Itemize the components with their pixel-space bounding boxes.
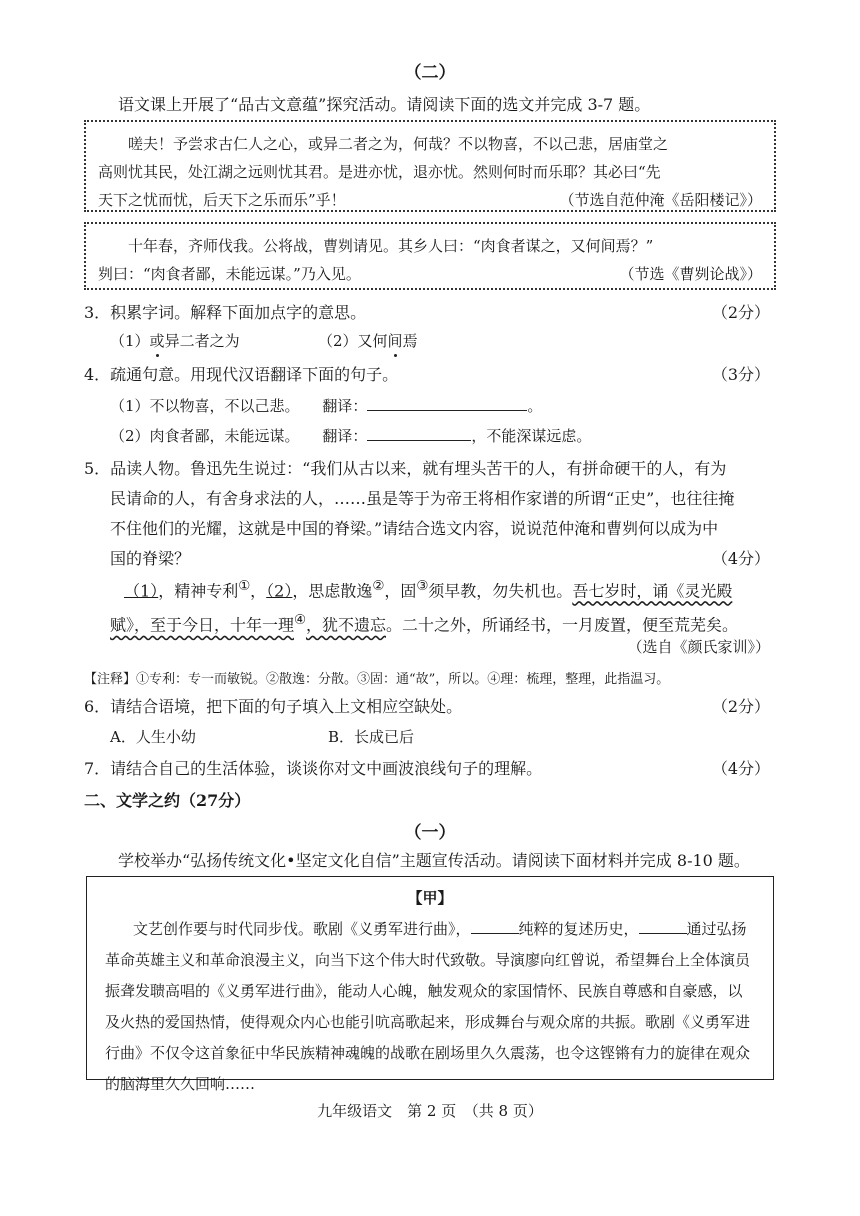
item-label: （1） [110,332,150,350]
material-text-seg: 纯粹的复述历史， [518,920,639,938]
item-text: （2）肉食者鄙，未能远谋。 [110,427,300,445]
passage-source: （节选《曹刿论战》） [619,265,762,283]
passage-text: ，固 [384,581,417,601]
answer-blank[interactable] [471,917,519,934]
item-end: 。 [527,397,543,415]
question-7: 7．请结合自己的生活体验，谈谈你对文中画波浪线句子的理解。 [84,759,543,778]
question-4-score: （3分） [711,365,770,384]
dotted-char: 间 [387,332,403,350]
material-text-seg: 文艺创作要与时代同步伐。歌剧《义勇军进行曲》， [133,920,471,938]
question-3: 3．积累字词。解释下面加点字的意思。 [84,303,367,322]
note-mark: ③ [416,579,429,594]
passage-source: （节选自范仲淹《岳阳楼记》） [559,191,762,209]
passage-caogui-box [84,222,776,290]
passage-yueyanglou-box [84,120,776,212]
material-text-seg: 通过弘扬革命英雄主义和革命浪漫主义，向当下这个伟大时代致敬。导演廖向红曾说，希望舞台上全体演员振聋发聩高唱的《义勇军进行曲》，能动人心魄，触发观众的家国情怀、民族自尊感和自豪感，以及火热的爱国热情，使得观众内心也能引吭高歌起来，形成舞台与观众席的共振。歌剧《义勇军进行曲》不仅令这首象征中华民族精神魂魄的战歌在剧场里久久震荡，也令这铿锵有力的旋律在观众的脑海里久久回响…… [105,920,751,1093]
note-mark: ④ [294,613,306,629]
passage-text: ，精神专利 [158,581,239,601]
question-7-score: （4分） [711,759,770,778]
item-end: ，不能深谋远虑。 [471,427,592,445]
passage-source: （选自《颜氏家训》） [627,638,770,656]
answer-blank[interactable] [367,394,527,411]
answer-blank[interactable] [639,917,687,934]
translate-label: 翻译： [322,427,368,445]
part-2-title: 二、文学之约（27分） [84,791,251,810]
question-3-item-1 [110,330,240,351]
wavy-sentence: ，犹不遗忘 [305,615,386,635]
material-text [105,914,755,1100]
item-text: （1）不以物喜，不以己悲。 [110,397,300,415]
passage-line: 嗟夫！予尝求古仁人之心，或异二者之为，何哉？不以物喜，不以己悲，居庙堂之 [128,135,669,153]
question-4: 4．疏通句意。用现代汉语翻译下面的句子。 [84,365,399,384]
question-3-score: （2分） [711,303,770,322]
intro-text: 语文课上开展了“品古文意蕴”探究活动。请阅读下面的选文并完成 3-7 题。 [118,95,651,114]
option-a: A．人生小幼 [110,728,196,746]
item-text: 焉 [402,332,418,350]
passage-text: ，思虑散逸 [292,581,373,601]
wavy-sentence: 吾七岁时，诵《灵光殿赋》，至于今日，十年一理 [110,581,733,635]
material-label: 【甲】 [407,889,453,907]
question-6-score: （2分） [711,697,770,716]
question-5-line: 5．品读人物。鲁迅先生说过：“我们从古以来，就有埋头苦干的人，有拼命硬干的人，有为 [84,459,727,478]
material-jia-box [86,876,774,1093]
annotation: 【注释】①专利：专一而敏锐。②散逸：分散。③固：通“故”，所以。④理：梳理，整理，此指温习。 [84,672,670,687]
passage-line: 高则忧其民，处江湖之远则忧其君。是进亦忧，退亦忧。然则何时而乐耶？其必曰“先 [98,163,661,181]
passage-text: 须早教，勿失机也。 [428,581,573,601]
passage-yanshi [110,572,770,641]
section-title-1: （一） [404,823,456,843]
fill-blank-2: （2） [266,581,293,601]
question-5-line: 民请命的人，有舍身求法的人，……虽是等于为帝王将相作家谱的所谓“正史”，也往往掩 [110,489,735,508]
passage-line: 十年春，齐师伐我。公将战，曹刿请见。其乡人曰：“肉食者谋之，又何间焉？” [128,237,654,255]
question-5-score: （4分） [711,549,770,568]
question-4-item-1 [110,394,542,416]
page-footer: 九年级语文 第 2 页 （共 8 页） [317,1102,543,1120]
section-title-2: （二） [404,63,456,83]
item-text: 异二者之为 [164,332,240,350]
item-label: （2）又何 [318,332,388,350]
answer-blank[interactable] [367,424,471,441]
passage-line: 天下之忧而忧，后天下之乐而乐”乎！ [98,191,346,209]
option-b: B．长成已后 [328,728,415,746]
passage-text: 。二十之外，所诵经书，一月废置，便至荒芜矣。 [385,615,738,635]
passage-text: ， [250,581,267,601]
question-5-line: 不住他们的光耀，这就是中国的脊梁。”请结合选文内容，说说范仲淹和曹刿何以成为中 [110,519,719,538]
question-3-item-2 [318,330,418,351]
note-mark: ① [238,579,251,594]
question-6: 6．请结合语境，把下面的句子填入上文相应空缺处。 [84,697,463,716]
question-4-item-2 [110,424,591,446]
dotted-char: 或 [149,332,165,350]
fill-blank-1: （1） [124,581,159,601]
note-mark: ② [372,579,385,594]
question-5-line: 国的脊梁？ [110,549,191,568]
translate-label: 翻译： [322,397,368,415]
intro-text-2: 学校举办“弘扬传统文化•坚定文化自信”主题宣传活动。请阅读下面材料并完成 8-10 题。 [118,851,750,870]
passage-line: 刿曰：“肉食者鄙，未能远谋。”乃入见。 [98,265,361,283]
